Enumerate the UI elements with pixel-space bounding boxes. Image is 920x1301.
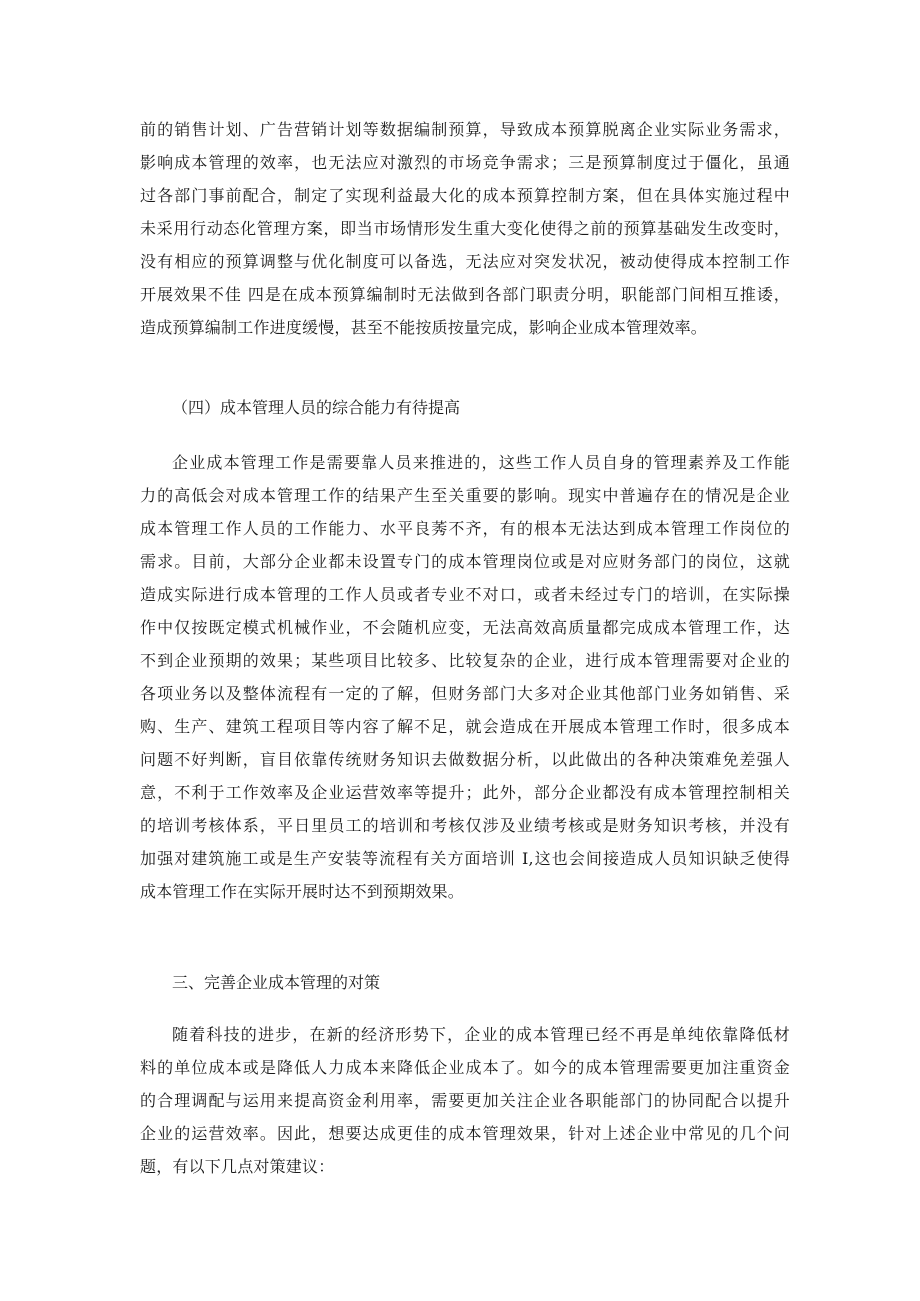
text-line: 题，有以下几点对策建议：	[140, 1157, 335, 1176]
text-line: 料的单位成本或是降低人力成本来降低企业成本了。如今的成本管理需要更加注重资金	[140, 1058, 790, 1077]
text-line: 造成实际进行成本管理的工作人员或者专业不对口，或者未经过专门的培训，在实际操	[140, 585, 790, 604]
text-line: 造成预算编制工作进度缓慢，甚至不能按质按量完成，影响企业成本管理效率。	[140, 318, 708, 337]
text-line: 需求。目前，大部分企业都未设置专门的成本管理岗位或是对应财务部门的岗位，这就	[140, 552, 790, 571]
text-line: 随着科技的进步，在新的经济形势下，企业的成本管理已经不再是单纯依靠降低材	[172, 1025, 790, 1044]
text-line: 没有相应的预算调整与优化制度可以备选，无法应对突发状况，被动使得成本控制工作	[140, 252, 790, 271]
text-line: 问题不好判断，盲目依靠传统财务知识去做数据分析，以此做出的各种决策难免差强人	[140, 750, 790, 769]
text-line: 加强对建筑施工或是生产安装等流程有关方面培训 I,这也会间接造成人员知识缺乏使得	[140, 849, 790, 868]
text-line: 过各部门事前配合，制定了实现利益最大化的成本预算控制方案，但在具体实施过程中	[140, 186, 790, 205]
text-line: 成本管理工作在实际开展时达不到预期效果。	[140, 882, 465, 901]
text-line: 力的高低会对成本管理工作的结果产生至关重要的影响。现实中普遍存在的情况是企业	[140, 486, 790, 505]
text-line: 影响成本管理的效率，也无法应对激烈的市场竞争需求；三是预算制度过于僵化，虽通	[140, 153, 790, 172]
text-line: 购、生产、建筑工程项目等内容了解不足，就会造成在开展成本管理工作时，很多成本	[140, 717, 790, 736]
text-line: 企业成本管理工作是需要靠人员来推进的，这些工作人员自身的管理素养及工作能	[172, 453, 790, 472]
text-line: 成本管理工作人员的工作能力、水平良莠不齐，有的根本无法达到成本管理工作岗位的	[140, 519, 790, 538]
text-line: 的培训考核体系，平日里员工的培训和考核仅涉及业绩考核或是财务知识考核，并没有	[140, 816, 790, 835]
text-line: 意，不利于工作效率及企业运营效率等提升；此外，部分企业都没有成本管理控制相关	[140, 783, 790, 802]
text-line: 的合理调配与运用来提高资金利用率，需要更加关注企业各职能部门的协同配合以提升	[140, 1091, 790, 1110]
text-line: 不到企业预期的效果；某些项目比较多、比较复杂的企业，进行成本管理需要对企业的	[140, 651, 790, 670]
text-line: 各项业务以及整体流程有一定的了解，但财务部门大多对企业其他部门业务如销售、采	[140, 684, 790, 703]
text-line: 企业的运营效率。因此，想要达成更佳的成本管理效果，针对上述企业中常见的几个问	[140, 1124, 790, 1143]
section-heading-4: （四）成本管理人员的综合能力有待提高	[172, 398, 461, 417]
text-line: 作中仅按既定模式机械作业，不会随机应变，无法高效高质量都完成成本管理工作，达	[140, 618, 790, 637]
paragraph-staff-ability	[140, 446, 790, 908]
text-line: 未采用行动态化管理方案，即当市场情形发生重大变化使得之前的预算基础发生改变时，	[140, 219, 790, 238]
paragraph-countermeasures	[140, 1018, 790, 1183]
text-line: 开展效果不佳 四是在成本预算编制时无法做到各部门职责分明，职能部门间相互推诿，	[140, 285, 790, 304]
text-line: 前的销售计划、广告营销计划等数据编制预算，导致成本预算脱离企业实际业务需求，	[140, 120, 790, 139]
paragraph-budget-issues	[140, 113, 790, 344]
section-heading-3: 三、完善企业成本管理的对策	[172, 973, 381, 992]
